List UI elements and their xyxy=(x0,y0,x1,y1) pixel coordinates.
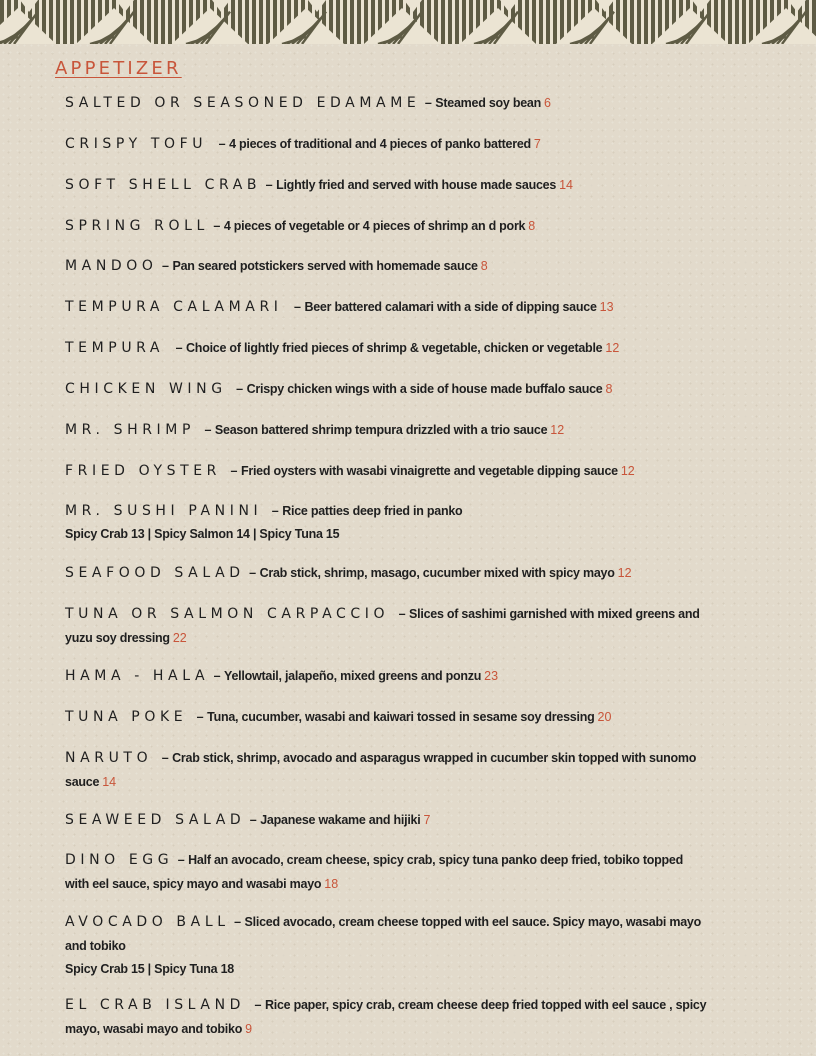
item-price: 18 xyxy=(324,877,339,891)
item-description: Season battered shrimp tempura drizzled with a trio sauce xyxy=(214,423,548,437)
item-name: SPRING ROLL xyxy=(65,218,209,234)
item-description: Choice of lightly fried pieces of shrimp & vegetable, chicken or vegetable xyxy=(186,341,603,355)
item-name: SALTED OR SEASONED EDAMAME xyxy=(65,95,421,111)
item-options: Spicy Crab 15 | Spicy Tuna 18 xyxy=(65,962,235,976)
menu-item-fried-oyster: FRIED OYSTER – Fried oysters with wasabi vinaigrette and vegetable dipping sauce 12 xyxy=(65,463,635,479)
item-description: Pan seared potstickers served with homemade sauce xyxy=(172,259,478,273)
item-price: 12 xyxy=(620,464,635,478)
banner-pattern xyxy=(0,0,816,44)
item-price: 8 xyxy=(480,259,488,273)
item-name: HAMA - HALA xyxy=(65,668,210,684)
item-name: TEMPURA CALAMARI xyxy=(65,299,283,315)
item-price: 23 xyxy=(484,669,499,683)
item-name: CRISPY TOFU xyxy=(65,136,208,152)
item-name: TUNA POKE xyxy=(65,709,188,725)
decorative-pattern-banner xyxy=(0,0,816,44)
item-name: DINO EGG xyxy=(65,852,174,868)
item-description: Rice paper, spicy crab, cream cheese deep fried topped with eel sauce , spicy mayo, wasabi mayo and tobiko xyxy=(65,998,707,1036)
item-name: TUNA OR SALMON CARPACCIO xyxy=(65,606,390,622)
item-description: Tuna, cucumber, wasabi and kaiwari tossed in sesame soy dressing xyxy=(207,710,595,724)
menu-item-dino-egg: DINO EGG – Half an avocado, cream cheese, spicy crab, spicy tuna panko deep fried, tobiko topped with eel sauce, spicy mayo and wasabi mayo 18 xyxy=(65,852,684,891)
menu-item-mr-shrimp: MR. SHRIMP – Season battered shrimp tempura drizzled with a trio sauce 12 xyxy=(65,422,565,438)
menu-item-seaweed-salad: SEAWEED SALAD – Japanese wakame and hijiki 7 xyxy=(65,812,431,828)
item-name: FRIED OYSTER xyxy=(65,463,222,479)
item-price: 20 xyxy=(597,710,612,724)
menu-item-el-crab-island: EL CRAB ISLAND – Rice paper, spicy crab, cream cheese deep fried topped with eel sauce , spicy mayo, wasabi mayo and tobiko 9 xyxy=(65,997,707,1036)
item-price: 12 xyxy=(617,566,632,580)
item-name: MR. SUSHI PANINI xyxy=(65,503,263,519)
item-description: Rice patties deep fried in panko xyxy=(282,504,463,518)
menu-item-mr-sushi-panini: MR. SUSHI PANINI – Rice patties deep fried in panko Spicy Crab 13 | Spicy Salmon 14 | Spicy Tuna 15 xyxy=(65,499,710,545)
item-name: AVOCADO BALL xyxy=(65,914,230,930)
menu-item-crispy-tofu: CRISPY TOFU – 4 pieces of traditional and 4 pieces of panko battered 7 xyxy=(65,136,541,152)
menu-item-hama-hala: HAMA - HALA – Yellowtail, jalapeño, mixed greens and ponzu 23 xyxy=(65,668,499,684)
menu-item-spring-roll: SPRING ROLL – 4 pieces of vegetable or 4 pieces of shrimp an d pork 8 xyxy=(65,218,536,234)
menu-item-tempura: TEMPURA – Choice of lightly fried pieces of shrimp & vegetable, chicken or vegetable 12 xyxy=(65,340,620,356)
item-description: Slices of sashimi garnished with mixed greens and yuzu soy dressing xyxy=(65,607,700,645)
menu-item-mandoo: MANDOO – Pan seared potstickers served with homemade sauce 8 xyxy=(65,258,488,274)
item-description: Crab stick, shrimp, masago, cucumber mixed with spicy mayo xyxy=(259,566,615,580)
item-description: 4 pieces of traditional and 4 pieces of panko battered xyxy=(229,137,531,151)
item-name: CHICKEN WING xyxy=(65,381,227,397)
item-name: NARUTO xyxy=(65,750,153,766)
item-description: Fried oysters with wasabi vinaigrette and vegetable dipping sauce xyxy=(240,464,618,478)
item-price: 8 xyxy=(605,382,613,396)
item-price: 22 xyxy=(172,631,187,645)
item-description: Crab stick, shrimp, avocado and asparagus wrapped in cucumber skin topped with sunomo sauce xyxy=(65,751,697,789)
item-description: Sliced avocado, cream cheese topped with eel sauce. Spicy mayo, wasabi mayo and tobiko xyxy=(65,915,701,953)
menu-item-tuna-salmon-carpaccio: TUNA OR SALMON CARPACCIO – Slices of sashimi garnished with mixed greens and yuzu soy dressing 22 xyxy=(65,606,700,645)
item-price: 8 xyxy=(528,219,536,233)
item-name: MANDOO xyxy=(65,258,158,274)
menu-item-avocado-ball: AVOCADO BALL – Sliced avocado, cream cheese topped with eel sauce. Spicy mayo, wasabi mayo and tobiko Spicy Crab 15 | Spicy Tuna 18 xyxy=(65,910,710,980)
item-name: SEAWEED SALAD xyxy=(65,812,246,828)
item-price: 14 xyxy=(102,775,117,789)
item-description: 4 pieces of vegetable or 4 pieces of shrimp an d pork xyxy=(223,219,526,233)
item-name: SEAFOOD SALAD xyxy=(65,565,245,581)
item-price: 12 xyxy=(605,341,620,355)
menu-item-chicken-wing: CHICKEN WING – Crispy chicken wings with a side of house made buffalo sauce 8 xyxy=(65,381,613,397)
item-price: 7 xyxy=(423,813,431,827)
item-description: Yellowtail, jalapeño, mixed greens and ponzu xyxy=(224,669,482,683)
item-name: TEMPURA xyxy=(65,340,165,356)
item-price: 6 xyxy=(544,96,551,110)
item-description: Beer battered calamari with a side of dipping sauce xyxy=(304,300,597,314)
menu-item-naruto: NARUTO – Crab stick, shrimp, avocado and asparagus wrapped in cucumber skin topped with sunomo sauce 14 xyxy=(65,750,697,789)
item-options: Spicy Crab 13 | Spicy Salmon 14 | Spicy Tuna 15 xyxy=(65,527,340,541)
item-name: MR. SHRIMP xyxy=(65,422,195,438)
item-price: 14 xyxy=(559,178,573,192)
item-description: Steamed soy bean xyxy=(435,96,542,110)
item-description: Japanese wakame and hijiki xyxy=(260,813,421,827)
item-description: Lightly fried and served with house made sauces xyxy=(276,178,557,192)
menu-item-tuna-poke: TUNA POKE – Tuna, cucumber, wasabi and kaiwari tossed in sesame soy dressing 20 xyxy=(65,709,612,725)
menu-item-tempura-calamari: TEMPURA CALAMARI – Beer battered calamari with a side of dipping sauce 13 xyxy=(65,299,614,315)
item-name: EL CRAB ISLAND xyxy=(65,997,246,1013)
item-price: 7 xyxy=(533,137,541,151)
item-description: Crispy chicken wings with a side of house made buffalo sauce xyxy=(246,382,603,396)
section-title: APPETIZER xyxy=(55,58,182,79)
menu-item-edamame: SALTED OR SEASONED EDAMAME – Steamed soy bean 6 xyxy=(65,95,551,111)
item-price: 12 xyxy=(550,423,565,437)
item-price: 13 xyxy=(599,300,614,314)
item-name: SOFT SHELL CRAB xyxy=(65,177,262,193)
item-price: 9 xyxy=(245,1022,253,1036)
item-description: Half an avocado, cream cheese, spicy crab, spicy tuna panko deep fried, tobiko topped with eel sauce, spicy mayo and wasabi mayo xyxy=(65,853,684,891)
menu-item-soft-shell-crab: SOFT SHELL CRAB – Lightly fried and served with house made sauces 14 xyxy=(65,177,573,193)
menu-item-seafood-salad: SEAFOOD SALAD – Crab stick, shrimp, masago, cucumber mixed with spicy mayo 12 xyxy=(65,565,632,581)
